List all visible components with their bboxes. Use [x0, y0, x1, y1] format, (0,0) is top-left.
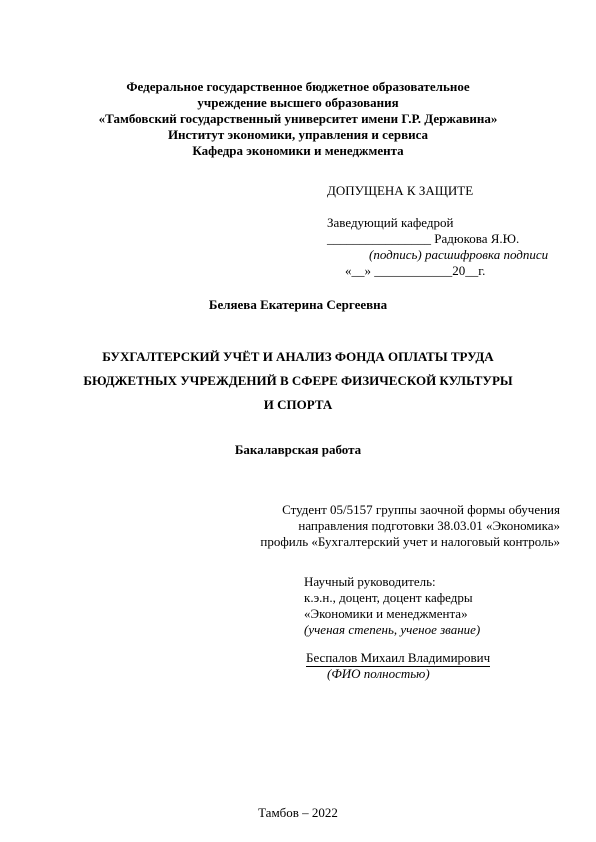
header-line-1: Федеральное государственное бюджетное образовательное [126, 79, 470, 94]
thesis-title-line-1: БУХГАЛТЕРСКИЙ УЧЁТ И АНАЛИЗ ФОНДА ОПЛАТЫ ТРУДА [102, 349, 494, 364]
header-line-3: «Тамбовский государственный университет имени Г.Р. Державина» [98, 111, 498, 126]
supervisor-name-hint: (ФИО полностью) [327, 666, 430, 681]
supervisor-degree-hint: (ученая степень, ученое звание) [304, 622, 481, 637]
supervisor-name-row [306, 650, 490, 667]
head-title: Заведующий кафедрой [327, 215, 454, 230]
student-line-1: Студент 05/5157 группы заочной формы обучения [282, 502, 560, 517]
supervisor-department: «Экономики и менеджмента» [304, 606, 468, 621]
supervisor-name: Беспалов Михаил Владимирович [306, 650, 491, 665]
header-line-2: учреждение высшего образования [197, 95, 399, 110]
work-type: Бакалаврская работа [234, 442, 362, 457]
city-year: Тамбов – 2022 [258, 805, 338, 820]
header-line-5: Кафедра экономики и менеджмента [192, 143, 404, 158]
head-signature-row [327, 231, 519, 247]
thesis-title-line-3: И СПОРТА [263, 397, 333, 412]
supervisor-label: Научный руководитель: [304, 574, 436, 589]
admitted-label: ДОПУЩЕНА К ЗАЩИТЕ [327, 183, 474, 198]
header-line-4: Институт экономики, управления и сервиса [167, 127, 429, 142]
author-name: Беляева Екатерина Сергеевна [208, 297, 388, 312]
thesis-title-line-2: БЮДЖЕТНЫХ УЧРЕЖДЕНИЙ В СФЕРЕ ФИЗИЧЕСКОЙ КУЛЬТУРЫ [83, 373, 513, 388]
head-name: Радюкова Я.Ю. [434, 231, 520, 246]
student-line-3: профиль «Бухгалтерский учет и налоговый контроль» [260, 534, 560, 549]
signature-line: ________________ [327, 231, 431, 246]
date-line: «__» ____________20__г. [345, 263, 486, 278]
supervisor-degree: к.э.н., доцент, доцент кафедры [304, 590, 473, 605]
student-line-2: направления подготовки 38.03.01 «Экономика» [298, 518, 560, 533]
signature-hint: (подпись) расшифровка подписи [369, 247, 549, 262]
